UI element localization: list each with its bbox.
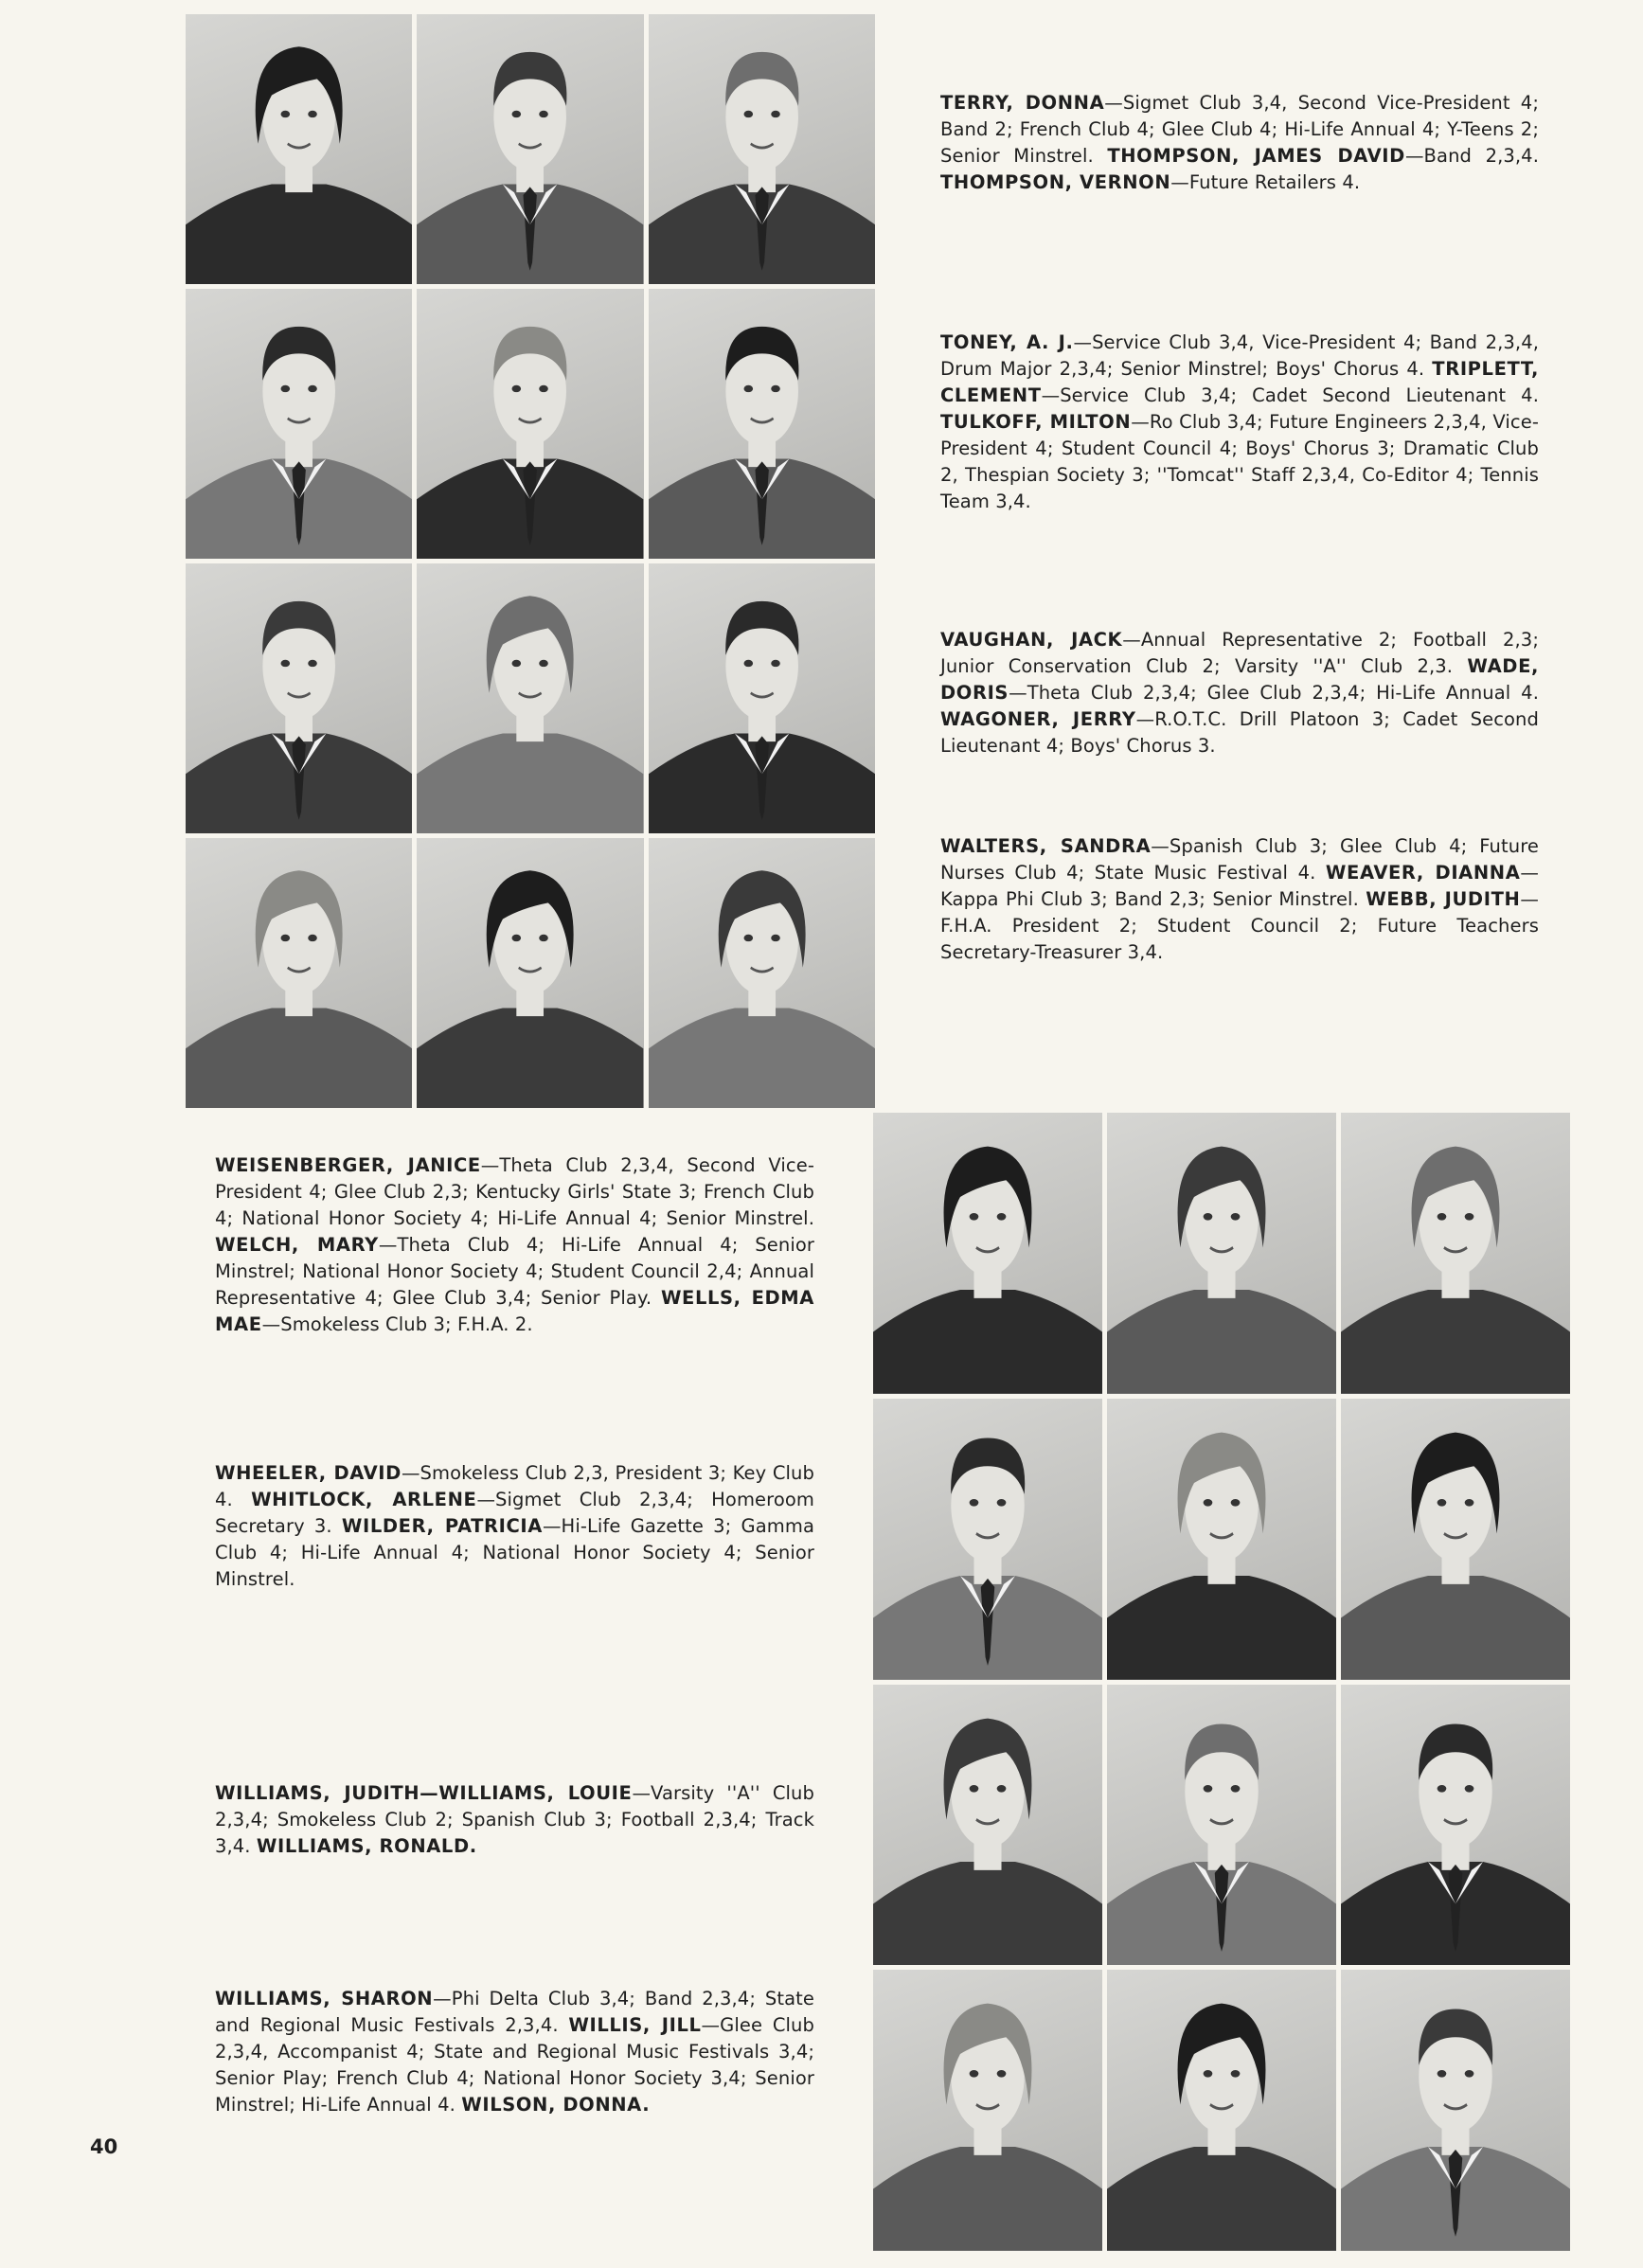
bottom-portrait-photo bbox=[1341, 1399, 1570, 1680]
student-name: TULKOFF, MILTON bbox=[940, 411, 1132, 433]
activity-text: —Hi-Life Gazette 3; Gamma Club 4; Hi-Life Annual 4; National Honor Society 4; Senior Minstrel. bbox=[215, 1515, 814, 1590]
bottom-portrait-photo bbox=[873, 1113, 1102, 1394]
top-portrait-photo bbox=[649, 838, 875, 1108]
top-portrait-photo bbox=[186, 563, 412, 833]
bottom-portrait-photo bbox=[873, 1399, 1102, 1680]
activity-text: —Varsity ''A'' Club 2,3,4; Smokeless Club 2; Spanish Club 3; Football 2,3,4; Track 3,4. bbox=[215, 1782, 814, 1857]
top-portrait-photo bbox=[649, 563, 875, 833]
activity-text: —Future Retailers 4. bbox=[1170, 171, 1361, 193]
bio-paragraph bbox=[940, 627, 1539, 759]
student-name: WILLIAMS, SHARON bbox=[215, 1988, 434, 2009]
activity-text: —Band 2,3,4. bbox=[1404, 145, 1539, 167]
activity-text: —Theta Club 2,3,4; Glee Club 2,3,4; Hi-Life Annual 4. bbox=[1009, 682, 1539, 704]
student-name: WILSON, DONNA. bbox=[461, 2094, 651, 2116]
student-name: WHITLOCK, ARLENE bbox=[251, 1489, 477, 1510]
bio-paragraph bbox=[215, 1152, 814, 1338]
activity-text: —Theta Club 4; Hi-Life Annual 4; Senior Minstrel; National Honor Society 4; Student Council 2,4; Annual Representative 4; Glee Club 3,4; Senior Play. bbox=[215, 1234, 815, 1309]
activity-text: —Annual Representative 2; Football 2,3; Junior Conservation Club 2; Varsity ''A'' Club 2,3. bbox=[940, 629, 1539, 677]
bottom-portrait-photo bbox=[1107, 1970, 1336, 2251]
student-name: WALTERS, SANDRA bbox=[940, 835, 1152, 857]
portrait-grid-top bbox=[186, 14, 875, 1108]
student-name: TRIPLETT, CLEMENT bbox=[940, 358, 1539, 406]
student-name: WHEELER, DAVID bbox=[215, 1462, 402, 1484]
student-name: TERRY, DONNA bbox=[940, 92, 1105, 114]
bottom-portrait-photo bbox=[1107, 1399, 1336, 1680]
activity-text: —Kappa Phi Club 3; Band 2,3; Senior Minstrel. bbox=[940, 862, 1540, 910]
bio-paragraph bbox=[940, 90, 1539, 196]
bio-paragraph bbox=[215, 1986, 814, 2118]
bio-paragraph bbox=[215, 1780, 814, 1860]
top-portrait-photo bbox=[649, 289, 875, 559]
activity-text: —Sigmet Club 3,4, Second Vice-President 4; Band 2; French Club 4; Glee Club 4; Hi-Life Annual 4; Y-Teens 2; Senior Minstrel. bbox=[940, 92, 1539, 167]
top-portrait-photo bbox=[417, 14, 643, 284]
portrait-grid-bottom bbox=[873, 1113, 1570, 2251]
student-name: WADE, DORIS bbox=[940, 655, 1539, 704]
activity-text: —Sigmet Club 2,3,4; Homeroom Secretary 3. bbox=[215, 1489, 815, 1537]
activity-text: —Theta Club 2,3,4, Second Vice-President 4; Glee Club 2,3; Kentucky Girls' State 3; French Club 4; National Honor Society 4; Hi-Life Annual 4; Senior Minstrel. bbox=[215, 1154, 814, 1229]
top-portrait-photo bbox=[186, 838, 412, 1108]
student-name: WILLIAMS, RONALD. bbox=[256, 1835, 477, 1857]
bottom-portrait-photo bbox=[873, 1685, 1102, 1966]
activity-text: —Service Club 3,4, Vice-President 4; Band 2,3,4, Drum Major 2,3,4; Senior Minstrel; Boys' Chorus 4. bbox=[940, 331, 1539, 380]
activity-text: —Ro Club 3,4; Future Engineers 2,3,4, Vice-President 4; Student Council 4; Boys' Chorus 3; Dramatic Club 2, Thespian Society 3; ''Tomcat'' Staff 2,3,4, Co-Editor 4; Tennis Team 3,4. bbox=[940, 411, 1539, 512]
student-name: WILLIS, JILL bbox=[568, 2014, 702, 2036]
bottom-portrait-photo bbox=[1341, 1970, 1570, 2251]
student-name: WEBB, JUDITH bbox=[1366, 888, 1521, 910]
student-name: WILLIAMS, JUDITH—WILLIAMS, LOUIE bbox=[215, 1782, 633, 1804]
bio-paragraph bbox=[940, 330, 1539, 515]
top-portrait-photo bbox=[417, 289, 643, 559]
activity-text: —Smokeless Club 3; F.H.A. 2. bbox=[261, 1313, 533, 1335]
page-number: 40 bbox=[90, 2135, 118, 2158]
top-portrait-photo bbox=[186, 289, 412, 559]
student-name: WAGONER, JERRY bbox=[940, 708, 1136, 730]
bottom-portrait-photo bbox=[1341, 1113, 1570, 1394]
bottom-portrait-photo bbox=[1341, 1685, 1570, 1966]
bottom-portrait-photo bbox=[873, 1970, 1102, 2251]
activity-text: —R.O.T.C. Drill Platoon 3; Cadet Second Lieutenant 4; Boys' Chorus 3. bbox=[940, 708, 1539, 757]
bio-paragraph bbox=[215, 1460, 814, 1593]
student-name: WILDER, PATRICIA bbox=[341, 1515, 543, 1537]
student-name: THOMPSON, JAMES DAVID bbox=[1107, 145, 1405, 167]
student-name: WELCH, MARY bbox=[215, 1234, 379, 1256]
bottom-portrait-photo bbox=[1107, 1113, 1336, 1394]
activity-text: —Glee Club 2,3,4, Accompanist 4; State and Regional Music Festivals 3,4; Senior Play; French Club 4; National Honor Society 3,4; Senior Minstrel; Hi-Life Annual 4. bbox=[215, 2014, 814, 2116]
activity-text: —Smokeless Club 2,3, President 3; Key Club 4. bbox=[215, 1462, 814, 1510]
student-name: WEISENBERGER, JANICE bbox=[215, 1154, 481, 1176]
bottom-portrait-photo bbox=[1107, 1685, 1336, 1966]
student-name: VAUGHAN, JACK bbox=[940, 629, 1123, 651]
student-name: TONEY, A. J. bbox=[940, 331, 1074, 353]
student-name: THOMPSON, VERNON bbox=[940, 171, 1171, 193]
activity-text: —Phi Delta Club 3,4; Band 2,3,4; State and Regional Music Festivals 2,3,4. bbox=[215, 1988, 814, 2036]
student-name: WELLS, EDMA MAE bbox=[215, 1287, 814, 1335]
top-portrait-photo bbox=[186, 14, 412, 284]
activity-text: —Service Club 3,4; Cadet Second Lieutenant 4. bbox=[1041, 384, 1539, 406]
top-portrait-photo bbox=[417, 838, 643, 1108]
top-portrait-photo bbox=[649, 14, 875, 284]
activity-text: —F.H.A. President 2; Student Council 2; Future Teachers Secretary-Treasurer 3,4. bbox=[940, 888, 1539, 963]
top-portrait-photo bbox=[417, 563, 643, 833]
student-name: WEAVER, DIANNA bbox=[1325, 862, 1521, 884]
activity-text: —Spanish Club 3; Glee Club 4; Future Nurses Club 4; State Music Festival 4. bbox=[940, 835, 1539, 884]
bio-paragraph bbox=[940, 833, 1539, 966]
